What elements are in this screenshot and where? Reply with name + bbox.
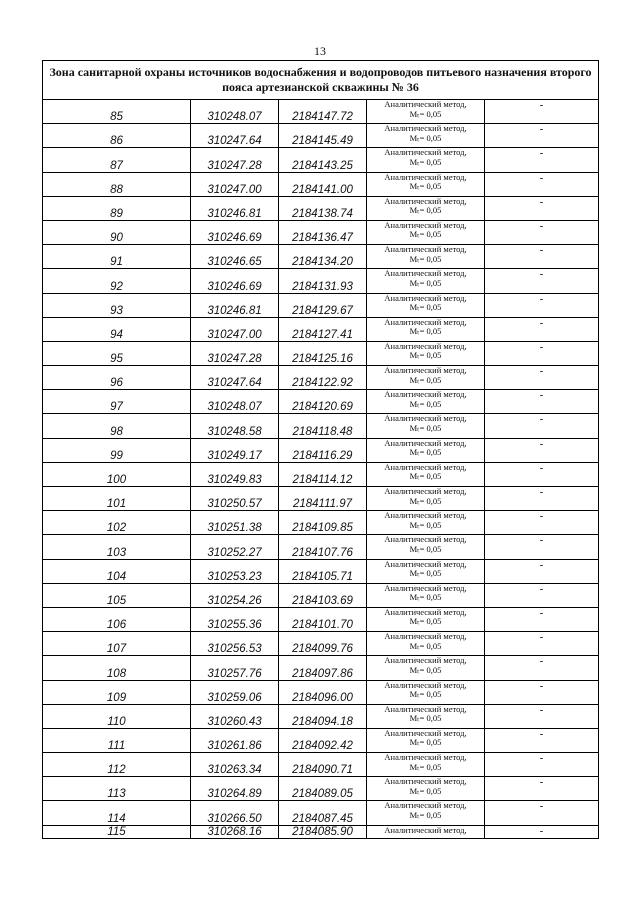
method-label: Аналитический метод, — [384, 559, 467, 569]
table-row — [43, 753, 599, 777]
y-coordinate: 2184120.69 — [279, 390, 367, 414]
y-coordinate: 2184136.47 — [279, 220, 367, 244]
y-coordinate: 2184129.67 — [279, 293, 367, 317]
point-number: 115 — [43, 825, 191, 838]
point-number: 92 — [43, 269, 191, 293]
method-cell — [367, 607, 485, 631]
table-row — [43, 366, 599, 390]
point-number: 108 — [43, 656, 191, 680]
x-coordinate: 310246.69 — [191, 220, 279, 244]
method-cell — [367, 704, 485, 728]
table-row — [43, 414, 599, 438]
point-number: 96 — [43, 366, 191, 390]
point-number: 104 — [43, 559, 191, 583]
y-coordinate: 2184125.16 — [279, 341, 367, 365]
point-number: 95 — [43, 341, 191, 365]
y-coordinate: 2184127.41 — [279, 317, 367, 341]
accuracy-label: Mₜ= 0,05 — [409, 471, 442, 482]
x-coordinate: 310254.26 — [191, 583, 279, 607]
table-row — [43, 801, 599, 825]
x-coordinate: 310255.36 — [191, 607, 279, 631]
method-cell — [367, 511, 485, 535]
point-number: 89 — [43, 196, 191, 220]
table-row — [43, 317, 599, 341]
accuracy-label: Mₜ= 0,05 — [409, 568, 442, 579]
y-coordinate: 2184103.69 — [279, 583, 367, 607]
coordinates-table-body — [43, 61, 599, 839]
y-coordinate: 2184138.74 — [279, 196, 367, 220]
table-row — [43, 220, 599, 244]
point-number: 87 — [43, 148, 191, 172]
point-number: 111 — [43, 728, 191, 752]
accuracy-label: Mₜ= 0,05 — [409, 737, 442, 748]
x-coordinate: 310263.34 — [191, 753, 279, 777]
description-cell: - — [485, 753, 599, 777]
accuracy-label: Mₜ= 0,05 — [409, 616, 442, 627]
method-cell — [367, 293, 485, 317]
x-coordinate: 310261.86 — [191, 728, 279, 752]
method-cell — [367, 583, 485, 607]
method-label: Аналитический метод, — [384, 680, 467, 690]
y-coordinate: 2184116.29 — [279, 438, 367, 462]
method-cell — [367, 220, 485, 244]
table-row — [43, 535, 599, 559]
x-coordinate: 310256.53 — [191, 632, 279, 656]
description-cell: - — [485, 220, 599, 244]
table-row — [43, 100, 599, 124]
y-coordinate: 2184122.92 — [279, 366, 367, 390]
point-number: 102 — [43, 511, 191, 535]
x-coordinate: 310266.50 — [191, 801, 279, 825]
table-row — [43, 777, 599, 801]
accuracy-label: Mₜ= 0,05 — [409, 543, 442, 554]
method-label: Аналитический метод, — [384, 365, 467, 376]
description-cell: - — [485, 825, 599, 838]
description-cell: - — [485, 607, 599, 631]
x-coordinate: 310268.16 — [191, 825, 279, 838]
method-cell — [367, 245, 485, 269]
accuracy-label: Mₜ= 0,05 — [409, 422, 442, 433]
method-label: Аналитический метод, — [384, 123, 467, 134]
accuracy-label: Mₜ= 0,05 — [409, 350, 442, 361]
accuracy-label: Mₜ= 0,05 — [409, 277, 442, 288]
point-number: 113 — [43, 777, 191, 801]
point-number: 101 — [43, 487, 191, 511]
method-cell — [367, 777, 485, 801]
accuracy-label: Mₜ= 0,05 — [409, 302, 442, 312]
description-cell: - — [485, 245, 599, 269]
method-label: Аналитический метод, — [384, 413, 467, 424]
table-row — [43, 293, 599, 317]
x-coordinate: 310249.83 — [191, 462, 279, 486]
method-label: Аналитический метод, — [384, 220, 467, 230]
description-cell: - — [485, 196, 599, 220]
x-coordinate: 310246.81 — [191, 196, 279, 220]
method-cell — [367, 728, 485, 752]
accuracy-label: Mₜ= 0,05 — [409, 689, 442, 699]
method-label: Аналитический метод, — [384, 317, 467, 327]
accuracy-label: Mₜ= 0,05 — [409, 785, 442, 796]
table-row — [43, 704, 599, 728]
point-number: 94 — [43, 317, 191, 341]
accuracy-label: Mₜ= 0,05 — [409, 447, 442, 458]
table-row — [43, 148, 599, 172]
accuracy-label: Mₜ= 0,05 — [409, 664, 442, 675]
method-cell — [367, 656, 485, 680]
x-coordinate: 310264.89 — [191, 777, 279, 801]
accuracy-label: Mₜ= 0,05 — [409, 398, 442, 409]
x-coordinate: 310259.06 — [191, 680, 279, 704]
method-label: Аналитический метод, — [384, 704, 467, 714]
table-row — [43, 487, 599, 511]
table-row — [43, 438, 599, 462]
accuracy-label: Mₜ= 0,05 — [409, 326, 442, 337]
point-number: 93 — [43, 293, 191, 317]
y-coordinate: 2184096.00 — [279, 680, 367, 704]
y-coordinate: 2184099.76 — [279, 632, 367, 656]
method-cell — [367, 559, 485, 583]
table-title: Зона санитарной охраны источников водоснабжения и водопроводов питьевого назначения второго пояса артезианской скважины № 36 — [43, 61, 599, 100]
method-label: Аналитический метод, — [384, 268, 467, 279]
method-label: Аналитический метод, — [384, 172, 467, 182]
method-label: Аналитический метод, — [384, 583, 467, 593]
method-label: Аналитический метод, — [384, 244, 467, 255]
method-cell — [367, 100, 485, 124]
method-cell — [367, 438, 485, 462]
method-cell — [367, 124, 485, 148]
x-coordinate: 310250.57 — [191, 487, 279, 511]
y-coordinate: 2184107.76 — [279, 535, 367, 559]
accuracy-label: Mₜ= 0,05 — [409, 519, 442, 530]
table-row — [43, 680, 599, 704]
table-row — [43, 269, 599, 293]
method-label: Аналитический метод, — [384, 462, 467, 472]
table-row — [43, 825, 599, 838]
description-cell: - — [485, 656, 599, 680]
method-label: Аналитический метод, — [384, 776, 467, 787]
description-cell: - — [485, 801, 599, 825]
method-label: Аналитический метод, — [384, 607, 467, 617]
y-coordinate: 2184090.71 — [279, 753, 367, 777]
point-number: 88 — [43, 172, 191, 196]
x-coordinate: 310257.76 — [191, 656, 279, 680]
y-coordinate: 2184087.45 — [279, 801, 367, 825]
method-cell — [367, 680, 485, 704]
x-coordinate: 310253.23 — [191, 559, 279, 583]
x-coordinate: 310260.43 — [191, 704, 279, 728]
point-number: 105 — [43, 583, 191, 607]
point-number: 103 — [43, 535, 191, 559]
description-cell: - — [485, 728, 599, 752]
point-number: 112 — [43, 753, 191, 777]
method-cell — [367, 753, 485, 777]
description-cell: - — [485, 269, 599, 293]
description-cell: - — [485, 124, 599, 148]
y-coordinate: 2184085.90 — [279, 825, 367, 838]
method-cell — [367, 148, 485, 172]
x-coordinate: 310248.58 — [191, 414, 279, 438]
y-coordinate: 2184089.05 — [279, 777, 367, 801]
y-coordinate: 2184097.86 — [279, 656, 367, 680]
method-label: Аналитический метод, — [384, 438, 467, 448]
table-row — [43, 245, 599, 269]
method-label: Аналитический метод, — [384, 486, 467, 496]
x-coordinate: 310247.00 — [191, 317, 279, 341]
x-coordinate: 310249.17 — [191, 438, 279, 462]
accuracy-label: Mₜ= 0,05 — [409, 108, 442, 119]
description-cell: - — [485, 100, 599, 124]
table-row — [43, 583, 599, 607]
table-row — [43, 632, 599, 656]
point-number: 86 — [43, 124, 191, 148]
method-cell — [367, 632, 485, 656]
accuracy-label: Mₜ= 0,05 — [409, 132, 442, 143]
y-coordinate: 2184101.70 — [279, 607, 367, 631]
method-label: Аналитический метод, — [384, 655, 467, 666]
description-cell: - — [485, 366, 599, 390]
description-cell: - — [485, 777, 599, 801]
table-row — [43, 607, 599, 631]
x-coordinate: 310246.69 — [191, 269, 279, 293]
x-coordinate: 310247.64 — [191, 124, 279, 148]
x-coordinate: 310246.65 — [191, 245, 279, 269]
accuracy-label: Mₜ= 0,05 — [409, 713, 442, 724]
y-coordinate: 2184143.25 — [279, 148, 367, 172]
accuracy-label: Mₜ= 0,05 — [409, 374, 442, 385]
description-cell: - — [485, 438, 599, 462]
method-cell — [367, 341, 485, 365]
method-label: Аналитический метод, — [384, 752, 467, 763]
table-row — [43, 728, 599, 752]
method-cell — [367, 801, 485, 825]
method-label: Аналитический метод, — [384, 800, 467, 811]
table-row — [43, 656, 599, 680]
method-label: Аналитический метод, — [384, 99, 467, 109]
y-coordinate: 2184118.48 — [279, 414, 367, 438]
point-number: 100 — [43, 462, 191, 486]
method-label: Аналитический метод, — [384, 196, 467, 206]
method-label: Аналитический метод, — [384, 534, 467, 545]
x-coordinate: 310247.28 — [191, 148, 279, 172]
y-coordinate: 2184092.42 — [279, 728, 367, 752]
method-label: Аналитический метод, — [384, 147, 467, 158]
description-cell: - — [485, 390, 599, 414]
description-cell: - — [485, 680, 599, 704]
description-cell: - — [485, 462, 599, 486]
description-cell: - — [485, 704, 599, 728]
description-cell: - — [485, 511, 599, 535]
method-cell — [367, 269, 485, 293]
y-coordinate: 2184147.72 — [279, 100, 367, 124]
accuracy-label: Mₜ= 0,05 — [409, 181, 442, 192]
description-cell: - — [485, 487, 599, 511]
table-row — [43, 390, 599, 414]
accuracy-label: Mₜ= 0,05 — [409, 205, 442, 216]
y-coordinate: 2184109.85 — [279, 511, 367, 535]
y-coordinate: 2184105.71 — [279, 559, 367, 583]
x-coordinate: 310251.38 — [191, 511, 279, 535]
description-cell: - — [485, 414, 599, 438]
method-cell — [367, 317, 485, 341]
method-label: Аналитический метод, — [384, 631, 467, 642]
method-cell — [367, 390, 485, 414]
method-label: Аналитический метод, — [384, 293, 467, 303]
table-row — [43, 462, 599, 486]
accuracy-label: Mₜ= 0,05 — [409, 156, 442, 167]
x-coordinate: 310252.27 — [191, 535, 279, 559]
method-label: Аналитический метод, — [384, 728, 467, 738]
y-coordinate: 2184134.20 — [279, 245, 367, 269]
description-cell: - — [485, 341, 599, 365]
method-cell — [367, 414, 485, 438]
method-cell — [367, 366, 485, 390]
description-cell: - — [485, 632, 599, 656]
x-coordinate: 310248.07 — [191, 390, 279, 414]
accuracy-label: Mₜ= 0,05 — [409, 592, 442, 603]
accuracy-label: Mₜ= 0,05 — [409, 640, 442, 651]
method-label: Аналитический метод, — [384, 341, 467, 351]
description-cell: - — [485, 148, 599, 172]
method-cell — [367, 487, 485, 511]
description-cell: - — [485, 559, 599, 583]
x-coordinate: 310247.64 — [191, 366, 279, 390]
y-coordinate: 2184094.18 — [279, 704, 367, 728]
coordinates-table — [42, 60, 599, 839]
point-number: 91 — [43, 245, 191, 269]
table-row — [43, 511, 599, 535]
point-number: 97 — [43, 390, 191, 414]
table-row — [43, 124, 599, 148]
method-cell — [367, 462, 485, 486]
accuracy-label: Mₜ= 0,05 — [409, 229, 442, 240]
accuracy-label: Mₜ= 0,05 — [409, 761, 442, 772]
point-number: 98 — [43, 414, 191, 438]
y-coordinate: 2184114.12 — [279, 462, 367, 486]
accuracy-label: Mₜ= 0,05 — [409, 495, 442, 506]
point-number: 106 — [43, 607, 191, 631]
y-coordinate: 2184141.00 — [279, 172, 367, 196]
accuracy-label: Mₜ= 0,05 — [409, 809, 442, 820]
x-coordinate: 310246.81 — [191, 293, 279, 317]
description-cell: - — [485, 535, 599, 559]
point-number: 110 — [43, 704, 191, 728]
method-cell — [367, 535, 485, 559]
point-number: 99 — [43, 438, 191, 462]
description-cell: - — [485, 583, 599, 607]
method-label: Аналитический метод, — [384, 389, 467, 400]
description-cell: - — [485, 172, 599, 196]
method-cell — [367, 172, 485, 196]
y-coordinate: 2184131.93 — [279, 269, 367, 293]
description-cell: - — [485, 317, 599, 341]
y-coordinate: 2184111.97 — [279, 487, 367, 511]
point-number: 114 — [43, 801, 191, 825]
table-row — [43, 172, 599, 196]
method-label: Аналитический метод, — [367, 825, 485, 838]
y-coordinate: 2184145.49 — [279, 124, 367, 148]
point-number: 85 — [43, 100, 191, 124]
description-cell: - — [485, 293, 599, 317]
point-number: 107 — [43, 632, 191, 656]
table-row — [43, 196, 599, 220]
accuracy-label: Mₜ= 0,05 — [409, 253, 442, 264]
table-title-row — [43, 61, 599, 100]
table-row — [43, 559, 599, 583]
page-number: 13 — [314, 44, 326, 58]
point-number: 90 — [43, 220, 191, 244]
x-coordinate: 310247.28 — [191, 341, 279, 365]
point-number: 109 — [43, 680, 191, 704]
table-row — [43, 341, 599, 365]
method-cell — [367, 196, 485, 220]
x-coordinate: 310248.07 — [191, 100, 279, 124]
x-coordinate: 310247.00 — [191, 172, 279, 196]
method-label: Аналитический метод, — [384, 510, 467, 521]
